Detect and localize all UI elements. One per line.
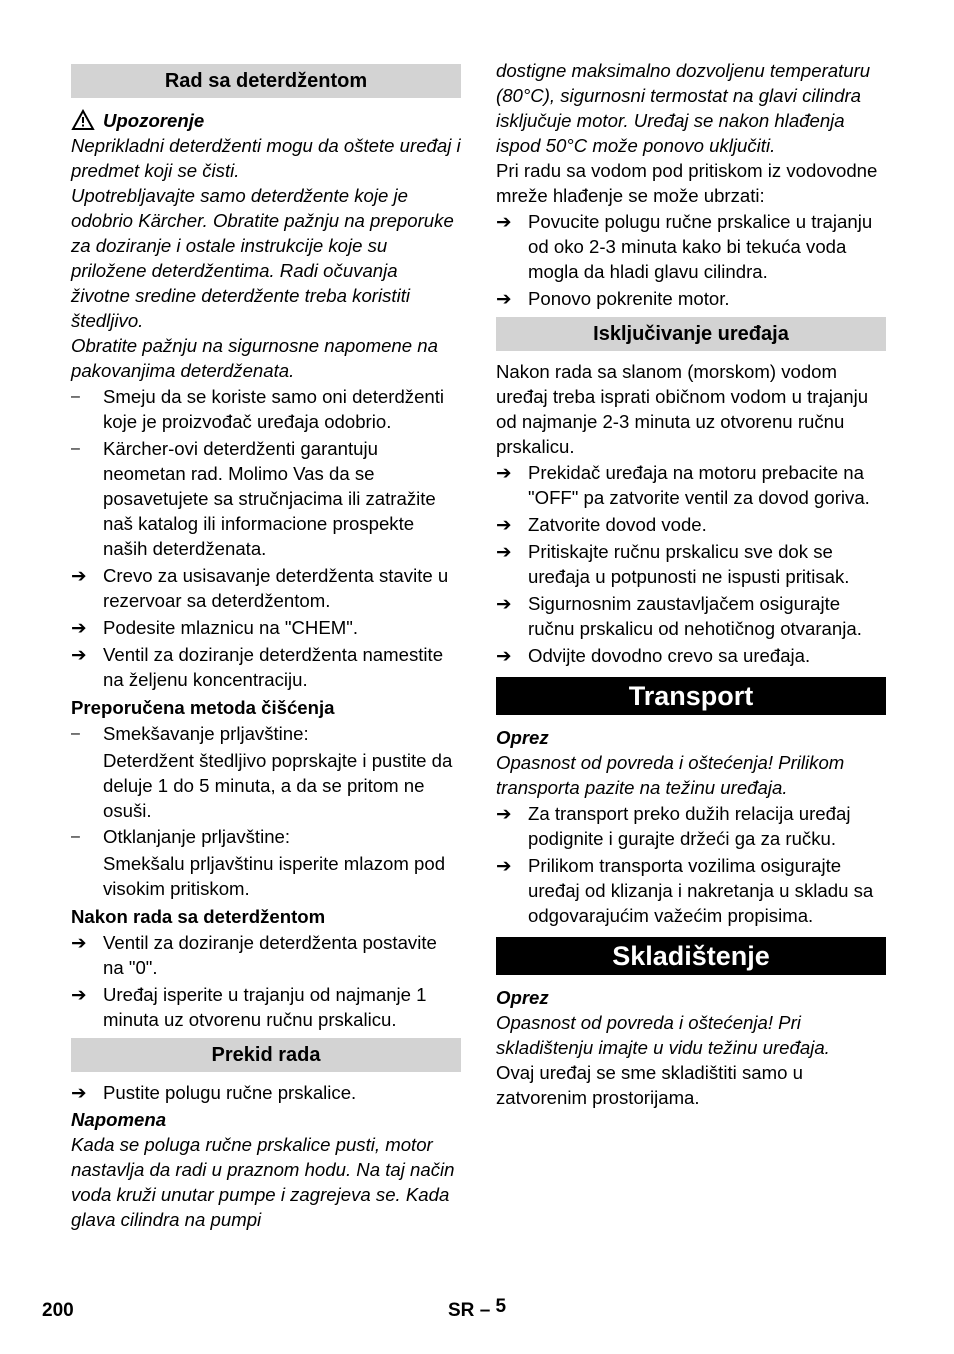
arrow-item (496, 591, 886, 641)
dash-item-text: Kärcher-ovi deterdženti garantuju neometan rad. Molimo Vas da se posavetujete sa stručnjacima ili zatražite naš katalog ili informacione prospekte naših deterdženata. (103, 438, 436, 559)
page-number: 200 (42, 1300, 74, 1321)
arrow-item-text: Crevo za usisavanje deterdženta stavite u rezervoar sa deterdžentom. (103, 565, 449, 611)
note-text: Kada se poluga ručne prskalice pusti, motor nastavlja da radi u praznom hodu. Na taj način voda kruži unutar pumpe i zagrejeva se. Kada glava cilindra na pumpi (71, 1134, 455, 1230)
arrow-item-text: Pustite polugu ručne prskalice. (103, 1082, 357, 1103)
arrow-item-text: Ponovo pokrenite motor. (528, 288, 730, 309)
footer-separator: – (479, 1300, 491, 1321)
warning-triangle-icon (71, 109, 95, 131)
arrow-item-text: Ventil za doziranje deterdženta namestite na željenu koncentraciju. (103, 644, 444, 690)
dash-item-text: Smekšavanje prljavštine: (103, 723, 309, 744)
section-header-interrupt: Prekid rada (71, 1038, 461, 1072)
arrow-item-text: Prilikom transporta vozilima osigurajte uređaj od klizanja i nakretanja u skladu sa odgovarajućim važećim propisima. (528, 855, 874, 926)
arrow-item (496, 853, 886, 928)
arrow-item (71, 1080, 461, 1105)
footer-section-label (448, 1298, 506, 1323)
section-header-detergent: Rad sa deterdžentom (71, 64, 461, 98)
dash-item (71, 721, 461, 746)
arrow-icon: ➔ (71, 984, 87, 1005)
section-header-shutdown: Isključivanje uređaja (496, 317, 886, 351)
arrow-item-text: Povucite polugu ručne prskalice u trajanju od oko 2-3 minuta kako bi tekuća voda mogla da hladi glavu cilindra. (528, 211, 873, 282)
subheading-after-detergent: Nakon rada sa deterdžentom (71, 906, 326, 927)
arrow-item (71, 982, 461, 1032)
indented-text: Deterdžent štedljivo poprskajte i pustite da deluje 1 do 5 minuta, a da se pritom ne osuši. (103, 750, 453, 821)
right-column (496, 58, 886, 1110)
arrow-item-text: Za transport preko dužih relacija uređaj podignite i gurajte držeći ga za ručku. (528, 803, 851, 849)
dash-marker: – (71, 388, 80, 405)
cooling-paragraph: Pri radu sa vodom pod pritiskom iz vodovodne mreže hlađenje se može ubrzati: (496, 160, 878, 206)
arrow-item (496, 460, 886, 510)
arrow-item-text: Zatvorite dovod vode. (528, 514, 707, 535)
left-column (71, 58, 461, 1232)
arrow-item-text: Odvijte dovodno crevo sa uređaja. (528, 645, 811, 666)
arrow-icon: ➔ (71, 932, 87, 953)
arrow-item-text: Prekidač uređaja na motoru prebacite na "OFF" pa zatvorite ventil za dovod goriva. (528, 462, 870, 508)
subheading-cleaning-method: Preporučena metoda čišćenja (71, 697, 335, 718)
warning-text-3: Obratite pažnju na sigurnosne napomene na pakovanjima deterdženata. (71, 335, 438, 381)
salt-water-paragraph: Nakon rada sa slanom (morskom) vodom uređaj treba isprati običnom vodom u trajanju od najmanje 2-3 minuta uz otvorenu ručnu prskalicu. (496, 361, 869, 457)
arrow-icon: ➔ (496, 514, 512, 535)
caution-title: Oprez (496, 727, 549, 748)
caution-text: Opasnost od povreda i oštećenja! Prilikom transporta pazite na težinu uređaja. (496, 752, 845, 798)
caution-text: Opasnost od povreda i oštećenja! Pri skladištenju imajte u vidu težinu uređaja. (496, 1012, 830, 1058)
dash-item-text: Smeju da se koriste samo oni deterdženti koje je proizvođač uređaja odobrio. (103, 386, 445, 432)
dash-marker: – (71, 725, 80, 742)
arrow-icon: ➔ (71, 565, 87, 586)
dash-item (71, 384, 461, 434)
arrow-item (496, 512, 886, 537)
arrow-item (496, 209, 886, 284)
footer-section-page: 5 (495, 1296, 507, 1317)
chapter-header-transport: Transport (496, 677, 886, 715)
arrow-icon: ➔ (496, 803, 512, 824)
arrow-icon: ➔ (496, 855, 512, 876)
arrow-item (496, 539, 886, 589)
dash-item (71, 824, 461, 849)
warning-text-2: Upotrebljavajte samo deterdžente koje je odobrio Kärcher. Obratite pažnju na preporuke za doziranje i ostale instrukcije koje su priložene deterdžentima. Radi očuvanja životne sredine deterdžente treba koristiti štedljivo. (71, 185, 454, 331)
chapter-header-storage: Skladištenje (496, 937, 886, 975)
footer-language: SR (448, 1300, 475, 1321)
arrow-item-text: Uređaj isperite u trajanju od najmanje 1 minuta uz otvorenu ručnu prskalicu. (103, 984, 427, 1030)
arrow-icon: ➔ (496, 211, 512, 232)
arrow-icon: ➔ (496, 541, 512, 562)
arrow-item (496, 643, 886, 668)
dash-marker: – (71, 828, 80, 845)
note-title: Napomena (71, 1109, 167, 1130)
warning-heading (71, 106, 461, 133)
arrow-item-text: Ventil za doziranje deterdženta postavite na "0". (103, 932, 437, 978)
arrow-item (496, 801, 886, 851)
arrow-icon: ➔ (496, 645, 512, 666)
arrow-icon: ➔ (71, 1082, 87, 1103)
arrow-icon: ➔ (496, 288, 512, 309)
arrow-item (71, 930, 461, 980)
arrow-item-text: Pritiskajte ručnu prskalicu sve dok se uređaja u potpunosti ne ispusti pritisak. (528, 541, 850, 587)
arrow-item-text: Sigurnosnim zaustavljačem osigurajte ručnu prskalicu od nehotičnog otvaranja. (528, 593, 862, 639)
dash-item (71, 436, 461, 561)
arrow-item (71, 615, 461, 640)
arrow-icon: ➔ (71, 644, 87, 665)
caution-title: Oprez (496, 987, 549, 1008)
storage-paragraph: Ovaj uređaj se sme skladištiti samo u zatvorenim prostorijama. (496, 1062, 803, 1108)
arrow-item (71, 642, 461, 692)
arrow-item (71, 563, 461, 613)
arrow-item-text: Podesite mlaznicu na "CHEM". (103, 617, 359, 638)
dash-item-text: Otklanjanje prljavštine: (103, 826, 291, 847)
arrow-item (496, 286, 886, 311)
dash-marker: – (71, 440, 80, 457)
note-text-continued: dostigne maksimalno dozvoljenu temperaturu (80°C), sigurnosni termostat na glavi cilindra isključuje motor. Uređaj se nakon hlađenja ispod 50°C može ponovo uključiti. (496, 60, 871, 156)
arrow-icon: ➔ (71, 617, 87, 638)
warning-title: Upozorenje (103, 110, 205, 131)
arrow-icon: ➔ (496, 462, 512, 483)
arrow-icon: ➔ (496, 593, 512, 614)
indented-text: Smekšalu prljavštinu isperite mlazom pod visokim pritiskom. (103, 853, 446, 899)
warning-text-1: Neprikladni deterdženti mogu da oštete uređaj i predmet koji se čisti. (71, 135, 461, 181)
